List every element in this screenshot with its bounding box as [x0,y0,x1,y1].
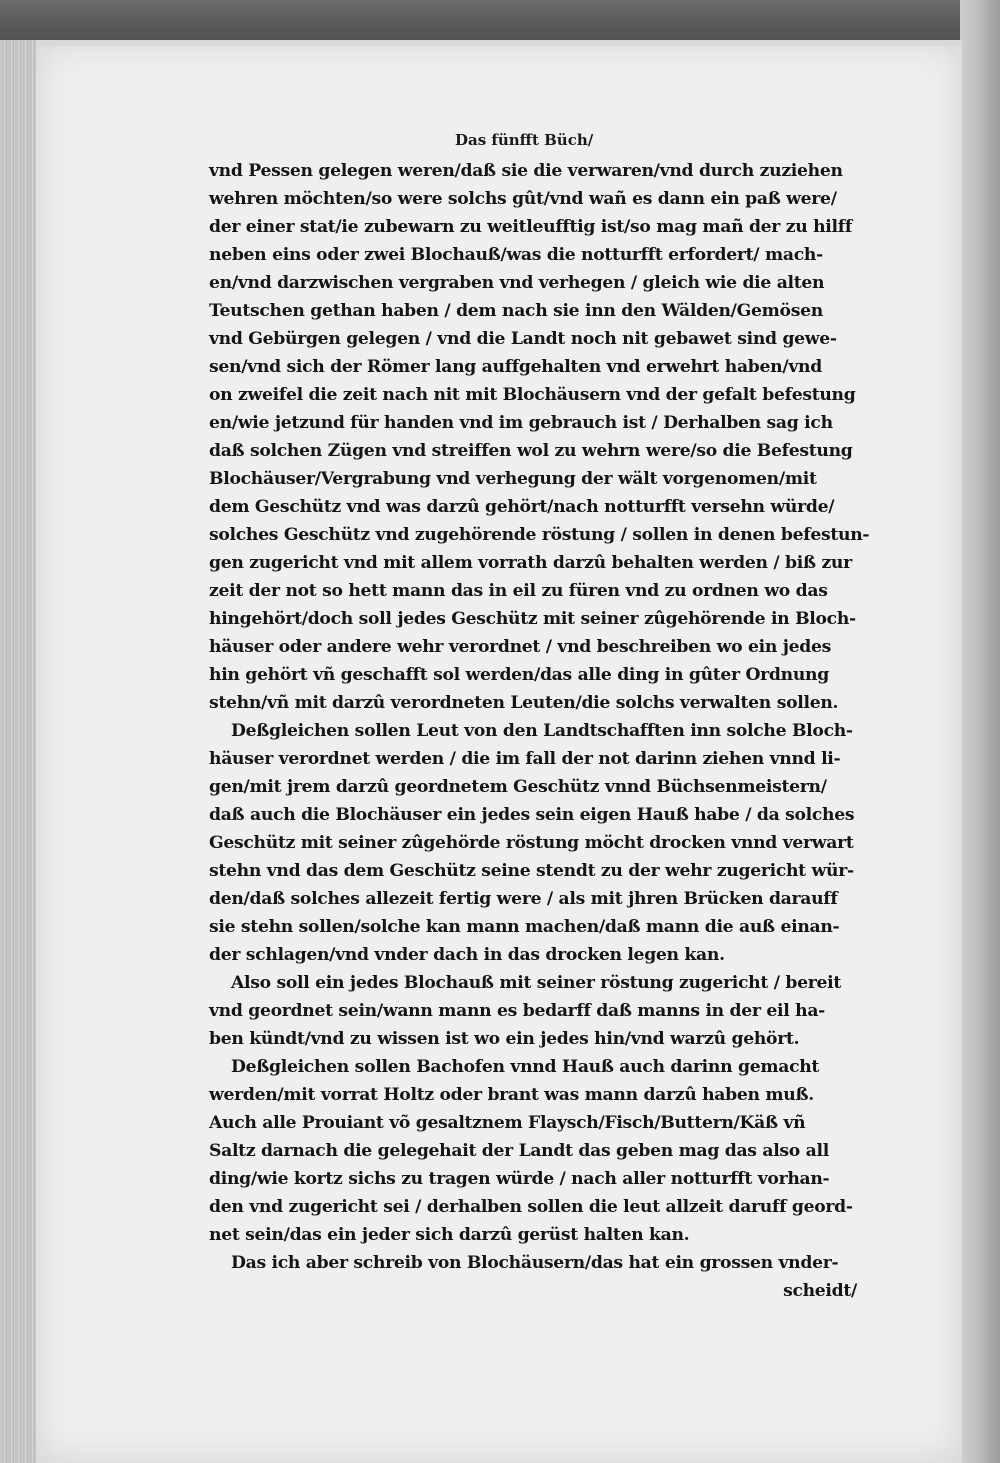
text-line: der schlagen/vnd vnder dach in das drocken legen kan. [209,945,725,965]
text-line: hin gehört vñ geschafft sol werden/das alle ding in gûter Ordnung [209,665,829,685]
text-line: solches Geschütz vnd zugehörende röstung / sollen in denen befestun- [209,525,870,545]
text-line: häuser oder andere wehr verordnet / vnd beschreiben wo ein jedes [209,637,831,657]
text-line: stehn/vñ mit darzû verordneten Leuten/die solchs verwalten sollen. [209,693,839,713]
text-line: Das ich aber schreib von Blochäusern/das hat ein grossen vnder- [231,1253,839,1273]
text-line: ben kündt/vnd zu wissen ist wo ein jedes hin/vnd warzû gehört. [209,1029,800,1049]
text-line: Teutschen gethan haben / dem nach sie inn den Wälden/Gemösen [209,301,823,321]
text-line: hingehört/doch soll jedes Geschütz mit seiner zûgehörende in Bloch- [209,609,856,629]
binding-edge [960,0,1000,1463]
text-line: Auch alle Prouiant võ gesaltznem Flaysch/Fisch/Buttern/Käß vñ [209,1113,806,1133]
text-line: net sein/das ein jeder sich darzû gerüst halten kan. [209,1225,690,1245]
text-line: Saltz darnach die gelegehait der Landt das geben mag das also all [209,1141,829,1161]
text-line: gen zugericht vnd mit allem vorrath darzû behalten werden / biß zur [209,553,852,573]
text-line: der einer stat/ie zubewarn zu weitleufftig ist/so mag mañ der zu hilff [209,217,852,237]
text-line: sie stehn sollen/solche kan mann machen/daß mann die auß einan- [209,917,840,937]
text-line: Deßgleichen sollen Leut von den Landtschafften inn solche Bloch- [231,721,853,741]
text-line: daß solchen Zügen vnd streiffen wol zu wehrn were/so die Befestung [209,441,853,461]
text-line: zeit der not so hett mann das in eil zu füren vnd zu ordnen wo das [209,581,828,601]
text-line: en/wie jetzund für handen vnd im gebrauch ist / Derhalben sag ich [209,413,833,433]
text-line: Geschütz mit seiner zûgehörde röstung möcht drocken vnnd verwart [209,833,854,853]
text-line: stehn vnd das dem Geschütz seine stendt zu der wehr zugericht wür- [209,861,854,881]
page-top-border [36,40,962,46]
text-line: den/daß solches allezeit fertig were / als mit jhren Brücken darauff [209,889,838,909]
text-line: gen/mit jrem darzû geordnetem Geschütz vnnd Büchsenmeistern/ [209,777,827,797]
running-header: Das fünfft Büch/ [455,131,594,149]
catchword: scheidt/ [783,1281,857,1301]
text-line: häuser verordnet werden / die im fall der not darinn ziehen vnnd li- [209,749,841,769]
text-line: vnd Pessen gelegen weren/daß sie die verwaren/vnd durch zuziehen [209,161,843,181]
text-line: sen/vnd sich der Römer lang auffgehalten vnd erwehrt haben/vnd [209,357,822,377]
text-line: vnd Gebürgen gelegen / vnd die Landt noch nit gebawet sind gewe- [209,329,837,349]
text-line: Blochäuser/Vergrabung vnd verhegung der wält vorgenomen/mit [209,469,817,489]
body-text [209,157,870,1301]
text-line: dem Geschütz vnd was darzû gehört/nach notturfft versehn würde/ [209,497,835,517]
text-line: ding/wie kortz sichs zu tragen würde / nach aller notturfft vorhan- [209,1169,830,1189]
text-line: werden/mit vorrat Holtz oder brant was mann darzû haben muß. [209,1085,814,1105]
text-line: daß auch die Blochäuser ein jedes sein eigen Hauß habe / da solches [209,805,855,825]
text-line: neben eins oder zwei Blochauß/was die notturfft erfordert/ mach- [209,245,823,265]
text-line: Deßgleichen sollen Bachofen vnnd Hauß auch darinn gemacht [231,1057,820,1077]
text-line: vnd geordnet sein/wann mann es bedarff daß manns in der eil ha- [209,1001,825,1021]
text-line: den vnd zugericht sei / derhalben sollen die leut allzeit daruff geord- [209,1197,853,1217]
text-line: wehren möchten/so were solchs gût/vnd wañ es dann ein paß were/ [209,189,837,209]
text-line: on zweifel die zeit nach nit mit Blochäusern vnd der gefalt befestung [209,385,856,405]
text-line: en/vnd darzwischen vergraben vnd verhegen / gleich wie die alten [209,273,825,293]
text-line: Also soll ein jedes Blochauß mit seiner röstung zugericht / bereit [231,973,841,993]
